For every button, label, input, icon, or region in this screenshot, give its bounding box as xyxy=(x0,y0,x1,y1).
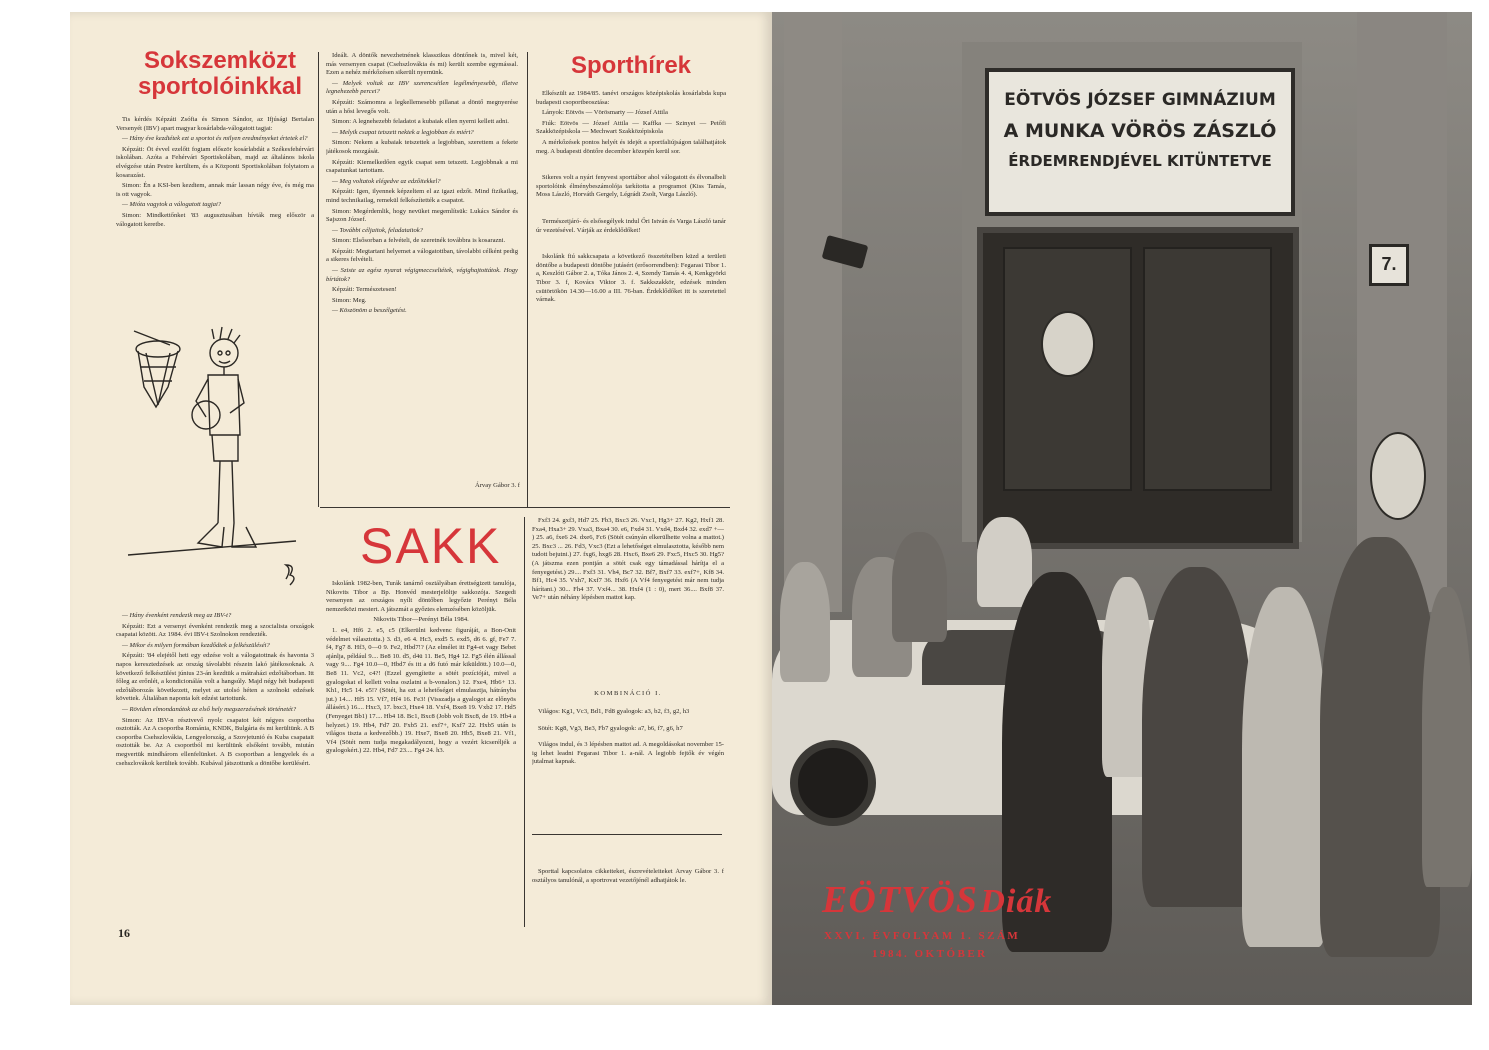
left-page xyxy=(70,12,772,1005)
door-panel-right xyxy=(1143,247,1272,491)
paragraph: — Melyek voltak az IBV szerencsétlen legélményesebb, illetve legnehezebb percei? xyxy=(326,79,518,96)
student xyxy=(1422,587,1472,887)
masthead-title: EÖTVÖS xyxy=(822,879,978,921)
paragraph: Világos: Kg1, Vc3, Bd1, Fd8 gyalogok: a3, b2, f3, g2, h3 xyxy=(538,708,690,715)
article-column-2 xyxy=(326,52,518,472)
student xyxy=(892,532,947,642)
article-column-1-top xyxy=(116,116,314,306)
article-title-line1: Sokszemközt xyxy=(143,47,297,74)
paragraph: Képzáti: Öt évvel ezelőtt fogtam először kosárlabdát a Székesfehérvári iskolában. Azóta a Fehérvári Sportiskolában, majd az általános iskola elvégzése után Pestre kerültem, és a Központi Sportiskolában folytatom a kosarazást. xyxy=(116,145,314,179)
student xyxy=(1142,567,1252,907)
student xyxy=(977,517,1032,607)
paragraph: Iskolánk 1982-ben, Turák tanárnő osztályában érettségizett tanulója, Nikovits Tibor a Bp. Honvéd mesterjelöltje sakkozója. Szegedi versenyen az országos nyílt döntőben legyőzte Perényi Béla nemzetközi mestert. A játszmát a győztes elemzésében közöljük. xyxy=(326,580,516,613)
sport-news-title: Sporthírek xyxy=(570,52,692,79)
entrance-door xyxy=(977,227,1299,549)
school-emblem xyxy=(1041,311,1095,377)
paragraph: — Melyik csapat tetszett nektek a legjobban és miért? xyxy=(332,128,474,136)
paragraph: Fiúk: Eötvös — József Attila — Kaffka — Szinyei — Petőfi Szakközépiskola — Mechwart Szakközépiskola xyxy=(536,119,726,136)
paragraph: — Röviden elmondanátok az első hely megszerzésének történetét? xyxy=(122,705,297,713)
paragraph: Képzáti: Számomra a legkellemesebb pillanat a döntő megnyerése után a hősi levegős volt. xyxy=(326,98,518,115)
house-number: 7. xyxy=(1369,244,1409,286)
paragraph: Tis kérdés Képzáti Zsófia és Simon Sándor, az Ifjúsági Bertalan Versenyét (IBV) apart magyar kosárlabda-válogatott tagjai: xyxy=(116,116,314,132)
chess-column-2 xyxy=(532,517,724,677)
paragraph: — Köszönöm a beszélgetést. xyxy=(332,307,407,315)
sign-line-1: EÖTVÖS JÓZSEF GIMNÁZIUM xyxy=(1004,90,1276,110)
article-column-1-bottom xyxy=(116,612,314,917)
paragraph: Nikovits Tibor—Perényi Béla 1984. xyxy=(373,616,469,624)
paragraph: Simon: Meg. xyxy=(332,296,367,304)
school-sign xyxy=(985,68,1295,216)
paragraph: Fxf3 24. gxf3, Hd7 25. Fb3, Bxc3 26. Vxc1, Hg3+ 27. Kg2, Hxf1 28. Fxa4, Hxa3+ 29. Vxa3, Bxa4 30. e6, Fxd4 31. Vxd4, Bxd4 32. exd7 +— ) 25. a6, fxe6 24. dxe6, Fc6 (Sötét csúnyán elkerülhette volna a mattot.) 25. Bxc3 ... 26. Fd3, Vxc3 (Ezt a lehetőséget elmulasztotta, később nem tudott bejutni.) 27. fxg6, hxg6 28. Hxc6, Bxe6 29. Fxc5, Hxc5 30. Hg5? (A játszma ezen pontján a sötét csak egy támadással hárítja el a fenyegetést.) 29.... Fxf3 31. Vh4, Bc7 32. Bf7, Bxf7 33. exf7+, Kf8 34. Bf1, Hc4 35. Vxh7, Kxf7 36. Hxf6 (A Vf4 fenyegetést már nem tudja hárítani.) 30... Fh4 37. Vxf4... 38. Hxf4 (1 : 0), mert 36.... Bxf8 37. Ve7+ után néhány lépésben mattot kap. xyxy=(532,517,724,602)
page-number: 16 xyxy=(118,926,130,940)
paragraph: Simon: Megérdemlik, hogy nevüket megemlítsük: Lukács Sándor és Sajszon József. xyxy=(326,207,518,224)
paragraph: Simon: A legnehezebb feladatot a kubaiak ellen nyerni kellett adni. xyxy=(332,118,509,126)
paragraph: — További céljaitok, feladataitok? xyxy=(332,226,423,234)
paragraph: Képzáti: Igen, ilyennek képzeltem el az igazi edzőt. Mind fizikailag, mind technikailag, remekül felkészítették a csapatot. xyxy=(326,188,518,204)
section-divider xyxy=(320,507,730,508)
paragraph: Sötét: Kg8, Vg3, Be3, Fb7 gyalogok: a7, b6, f7, g6, h7 xyxy=(538,724,683,732)
paragraph: Simon: Elsősorban a felvételi, de szeretnék továbbra is kosarazni. xyxy=(332,237,506,245)
combination-column xyxy=(532,708,724,828)
paragraph: — Meg voltatok elégedve az edzőitekkel? xyxy=(332,177,441,185)
paragraph: Sporttal kapcsolatos cikkeiteket, észrevételeiteket Árvay Gábor 3. f osztályos tanulónál, a sportrovat vezetőjénél adhatjátok le. xyxy=(532,868,724,884)
paragraph: — Hány évenként rendezik meg az IBV-t? xyxy=(122,612,232,619)
basketball-player-illustration xyxy=(126,317,326,597)
issue-date: 1984. OKTÓBER xyxy=(872,948,988,960)
student xyxy=(1242,587,1327,947)
paragraph: — Mióta vagytok a válogatott tagjai? xyxy=(122,201,222,209)
sign-line-3: ÉRDEMRENDJÉVEL KITÜNTETVE xyxy=(1008,152,1272,170)
article-title-line2: sportolóinkkal xyxy=(137,73,303,100)
wall-emblem xyxy=(1370,432,1426,520)
article-signature: Árvay Gábor 3. f xyxy=(474,482,520,489)
masthead-subtitle: Diák xyxy=(980,883,1053,920)
paragraph: Simon: Nekem a kubaiak tetszettek a legjobban, szerettem a fekete játékosok mozgását. xyxy=(326,139,518,155)
masthead xyxy=(822,878,1052,922)
paragraph: Képzáti: Ezt a versenyt évenként rendezik meg a szocialista országok csapatai között. Az 1984. évi IBV-t Szolnokon rendezték. xyxy=(116,622,314,639)
paragraph: Simon: Én a KSI-ben kezdtem, annak már lassan négy éve, és még ma is ott vagyok. xyxy=(116,182,314,198)
paragraph: Képzáti: '84 elejétől heti egy edzése volt a válogatottnak és havonta 3 napos keresztedzések az ország távolabbi részein lakó játékosoknak. A következő felkészülést június 23-án kezdtük a mátraházi edzőtáborban. Itt főleg az erőnlét, a kondicionálás volt a hangsúly. Majd négy hét budapesti edzőtáborozás következett, melyet az utolsó héten a szolnoki edzések követtek. Általában naponta két edzést tartottunk. xyxy=(116,652,314,703)
paragraph: A mérkőzések pontos helyét és idejét a sportfaliújságon találhatjátok meg. A budapesti döntőre december közepén kerül sor. xyxy=(536,138,726,155)
sign-line-2: A MUNKA VÖRÖS ZÁSZLÓ xyxy=(1003,120,1277,142)
paragraph: Elkészült az 1984/85. tanévi országos középiskolás kosárlabda kupa budapesti csoportbeosztása: xyxy=(536,90,726,106)
editor-note xyxy=(532,868,724,908)
paragraph: Iskolánk fiú sakkcsapata a következő összetételben küzd a területi döntőbe a budapesti döntőbe jutásért (erősorrendben): Fegarasi Tibor 1. a, Keszlóti Gábor 2. a, Tóka János 2. 4, Szendy Tamás 4. 4, Kenkgyörki Tibor 3. f, Kovács Viktor 3. f. Sakkszakkör, edzések minden csütörtökön 14.30—16.00 a III. 76-ban. Érdeklődőket itt is szeretettel várnak. xyxy=(536,253,726,304)
paragraph: Képzáti: Természetesen! xyxy=(332,286,397,294)
paragraph: — Hány éve kezdtétek ezt a sportot és milyen eredményeket értetek el? xyxy=(122,135,308,143)
paragraph: Sikeres volt a nyári fenyvesi sporttábor ahol válogatott és élvonalbeli sportolóink élménybeszámolója tarkította a programot (Kiss Tamás, Moss László, Horváth Gergely, Légrádi Zsolt, Varga László). xyxy=(536,174,726,199)
section-divider xyxy=(532,834,722,835)
paragraph: Természetjáró- és elsősegélyek indul Őri István és Varga László tanár úr vezetésével. Várják az érdeklődőket! xyxy=(536,217,726,234)
combination-title: KOMBINÁCIÓ I. xyxy=(594,690,662,697)
paragraph: Ideált. A döntők nevezhetnének klasszikus döntőnek is, mivel két, más versenyen csapat (Csehszlovákia és mi) került szembe egymással. Ezen a nehéz mérkőzésen sikerült nyernünk. xyxy=(326,52,518,77)
paragraph: Világos indul, és 3 lépésben mattot ad. A megoldásokat november 15-ig lehet leadni Fegarasi Tibor 1. a-nál. A legjobb fejtők év végén jutalmat kapnak. xyxy=(532,741,724,766)
column-divider xyxy=(524,517,525,927)
paragraph: Lányok: Eötvös — Vörösmarty — József Attila xyxy=(542,109,668,117)
column-divider xyxy=(318,52,319,507)
student xyxy=(780,562,830,682)
paragraph: Képzáti: Megtartani helyemet a válogatottban, távolabbi célként pedig a sikeres felvételi. xyxy=(326,247,518,264)
chess-column-1 xyxy=(326,580,516,925)
cover-photo xyxy=(772,12,1472,1005)
article-title xyxy=(110,48,330,100)
paragraph: — Sziste az egész nyarat végigmeccseltétek, végighajtottátok. Hogy bírtátok? xyxy=(326,267,518,283)
issue-number: XXVI. ÉVFOLYAM 1. SZÁM xyxy=(824,930,1021,942)
sport-news-column xyxy=(536,90,726,500)
paragraph: Képzáti: Kiemelkedően egyik csapat sem tetszett. Legjobbnak a mi csapatunkat tartottam. xyxy=(326,158,518,175)
paragraph: Simon: Az IBV-n résztvevő nyolc csapatot két négyes csoportba osztották. Az A csoportba Románia, KNDK, Bulgária és mi kerültünk. A B csoportba Csehszlovákia, Lengyelország, a Szovjetunió és Kuba csapatait osztották be. Az A csoportból mi kerültünk elsőként tovább, miután megvertük mindhárom ellenfelünket. A B csoportban a lengyelek és a csehszlovákok kerültek tovább. Kubával játszottunk a döntőbe kerülésért. xyxy=(116,716,314,767)
column-divider xyxy=(527,52,528,507)
paragraph: 1. e4, Hf6 2. e5, c5 (Elkerülni kedvenc figuráját, a Bon-Onit védelmet választotta.) 3. d3, e6 4. Hc3, exd5 5. exd5, d6 6. gf, Fe7 7. f4, Fg7 8. Hf3, 0—0 9. Fe2, Hbd7!? (Az elmélet itt Fg4-et vagy Bebet ajánlja, például 9.... Be8 10. d5, d4ü 11. Be5, Hg4 12. Fg5 élén állással vagy 9.... Fg4 10.0—0, Hbd7 és itt a d6 futó már kiküldött.) 10.0—0, Be8 11. Vc2, c4?! (Ezzel gyengítette a sötét pozícióját, mivel a gyalogokat el kellett volna oszlatni a b-vonalon.) 12. Fxe4, Hb6+ 13. Kh1, Hc5 14. e5!? (Sötét, ha ezt a lehetőséget elmulasztja, hátrányba jut.) 14.... Hf5 15. Vf7, Hf4 16. Fe3! (Visszadja a gyalogot az előnyös állásért.) 16.... Hxc3, 17. bxc3, Hxe4 18. Vxf4, Bxe8 19. Vxb2 17. Hd5 (Fenyeget Bb1) 17.... Hb4 18. Bc1, Bxc8 (Jobb volt Bxc8, de 19. Hb4 a helyzet.) 19. Hb4, Fd7 20. Fxb5 21. exf7+, Kxf7 22. Hxb5 után is világos tiszta a kedvezőbb.) 19. Hxe7, Bxe8 20. Hb5, Bxe8 21. Vf1, Vf4 (Sötét nem tudja megakadályozni, hogy a vezért kicseréljék a gyalogokért.) 22. Hb4, Fd7 23.... Fg4 24. h3. xyxy=(326,626,516,755)
paragraph: — Mikor és milyen formában kezdődtek a felkészüléséi? xyxy=(122,641,270,649)
chess-title: SAKK xyxy=(360,518,502,574)
paragraph: Simon: Mindkettőnket '83 augusztusában hívták meg először a válogatott keretbe. xyxy=(116,211,314,228)
